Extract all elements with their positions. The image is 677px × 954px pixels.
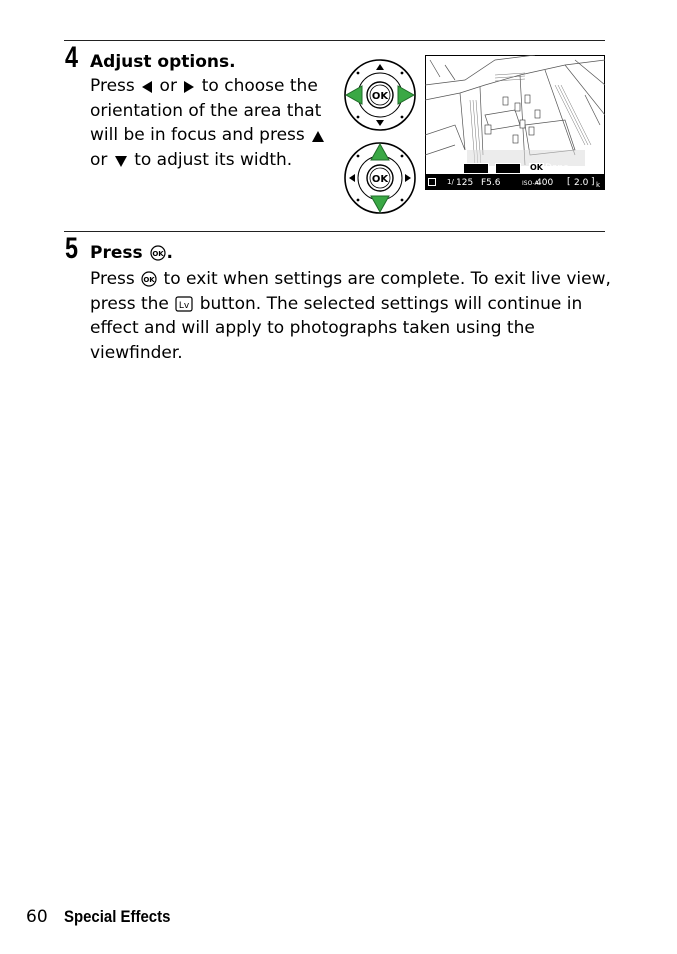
step5-number: 5 <box>65 232 79 265</box>
step5-line-4: viewfinder. <box>90 342 183 363</box>
step5-line-2: press the Lv button. The selected settings will continue in <box>90 293 583 314</box>
svg-text:OK: OK <box>143 276 155 284</box>
focus-width-icon <box>463 163 489 174</box>
step5-line-3: effect and will apply to photographs taken using the <box>90 318 535 338</box>
svg-text:Lv: Lv <box>179 300 190 311</box>
step4-divider <box>64 40 605 41</box>
iso-label: ISO-A <box>522 180 539 187</box>
step4-number: 4 <box>65 41 79 74</box>
down-arrow-icon <box>114 155 128 168</box>
live-view-button-icon <box>175 296 193 312</box>
step4-line-1: Press or to choose the <box>90 76 318 96</box>
multi-selector-left-right-icon <box>343 58 417 132</box>
remaining-unit: k <box>596 181 601 189</box>
right-arrow-icon <box>183 80 195 94</box>
step4-body <box>90 74 326 172</box>
up-arrow-icon <box>311 130 325 143</box>
svg-text:OK: OK <box>371 91 389 102</box>
step4-title: Adjust options. <box>90 52 236 72</box>
orientation-icon <box>495 163 521 174</box>
lcd-done-bar <box>463 163 605 175</box>
iso-value: 400 <box>536 178 554 188</box>
exposure-mode-icon <box>428 178 436 186</box>
step5-title: Press OK . <box>90 243 173 263</box>
step4-line-3: will be in focus and press <box>90 123 326 148</box>
step5-divider <box>64 231 605 232</box>
ok-button-icon <box>150 245 166 261</box>
shutter-speed: 125 <box>456 178 474 188</box>
remaining-open-bracket: [ <box>567 177 571 187</box>
section-title: Special Effects <box>64 907 171 926</box>
street-scene-line-art <box>425 55 605 175</box>
page-number: 60 <box>26 907 48 927</box>
step4-line-2: orientation of the area that <box>90 100 322 121</box>
lcd-ok-key: OK <box>530 163 543 172</box>
shutter-prefix: 1/ <box>447 178 454 186</box>
step4-line-4: or to adjust its width. <box>90 149 293 170</box>
svg-text:OK: OK <box>371 174 389 185</box>
camera-monitor-screen <box>425 55 605 190</box>
multi-selector-up-down-icon <box>343 141 417 215</box>
svg-text:OK: OK <box>151 250 164 258</box>
step5-body <box>90 267 611 365</box>
lcd-done-label: Done <box>545 163 569 173</box>
lcd-info-bar <box>425 175 605 190</box>
left-arrow-icon <box>141 80 153 94</box>
ok-button-icon <box>141 271 157 287</box>
aperture-value: F5.6 <box>481 178 501 188</box>
remaining-close-bracket: ] <box>591 177 595 187</box>
step5-line-1: Press OK to exit when settings are complete. To exit live view, <box>90 269 611 289</box>
remaining-exposures: 2.0 <box>574 178 589 188</box>
